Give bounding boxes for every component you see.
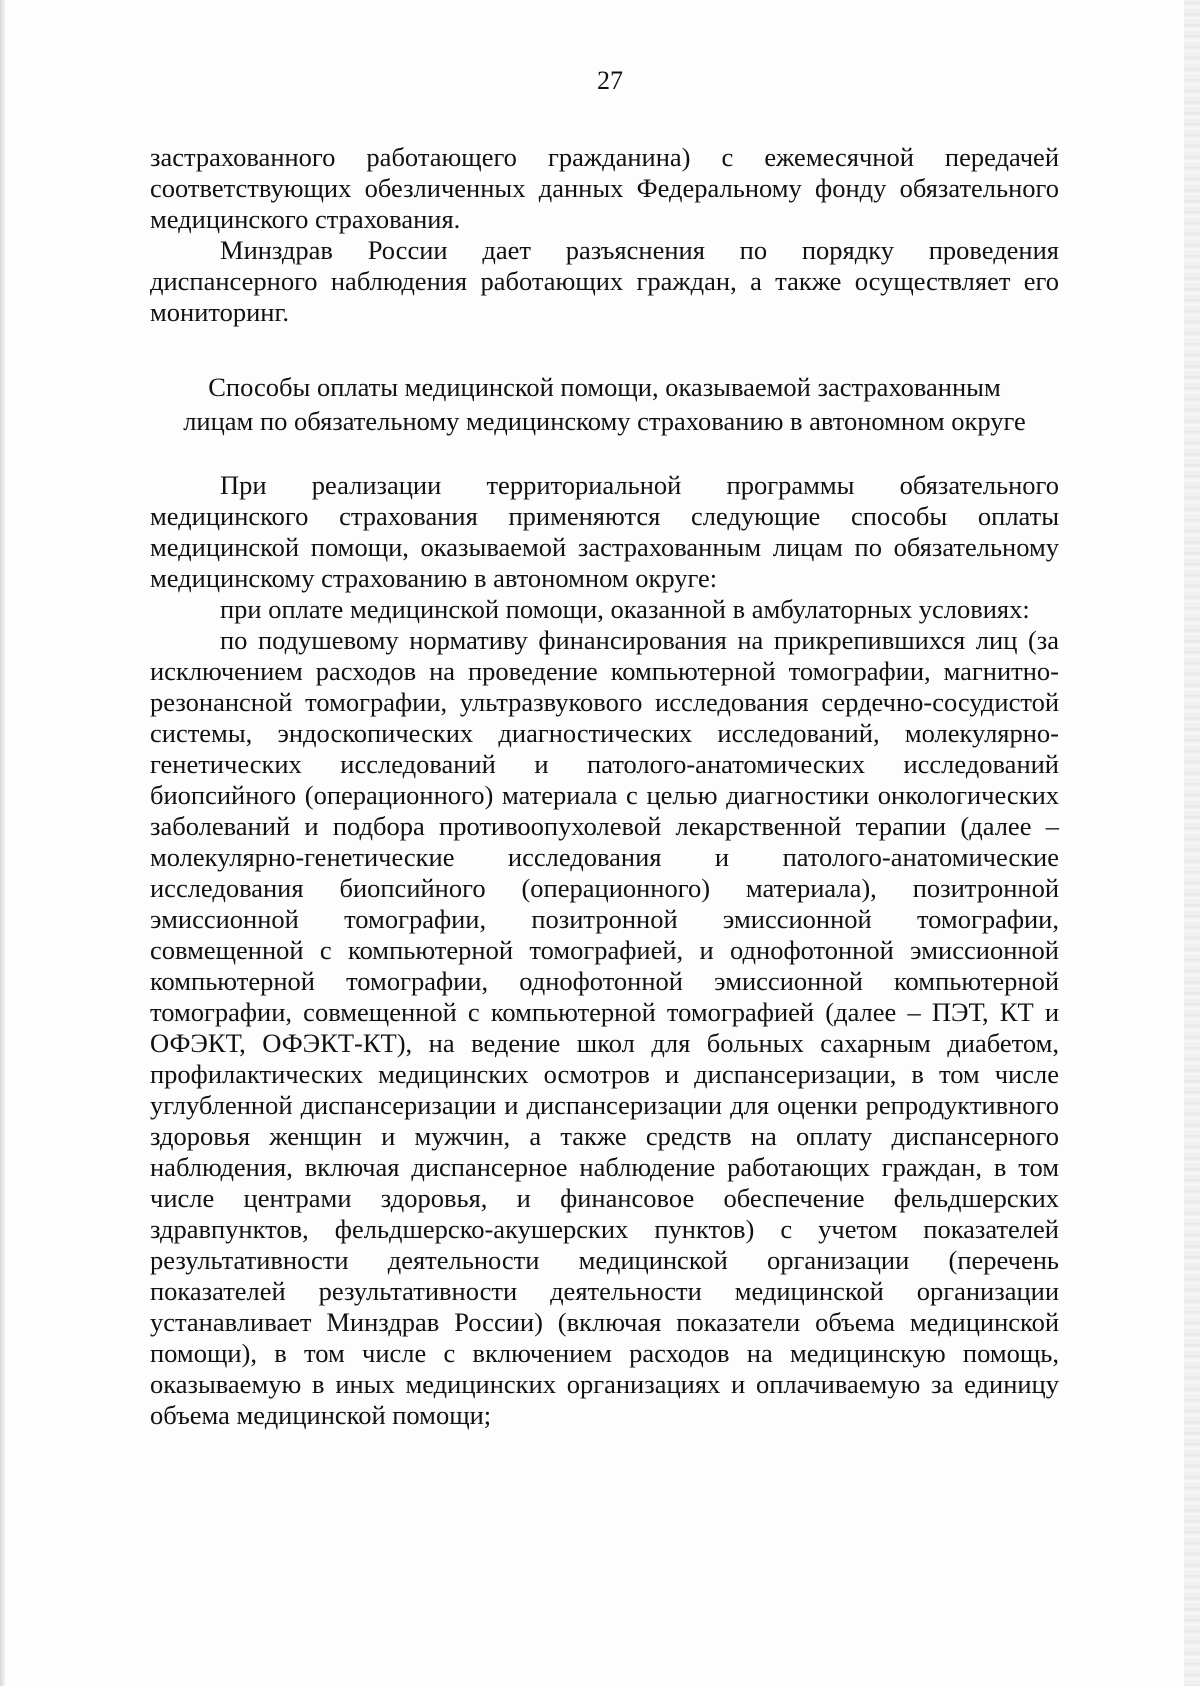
top-text-block xyxy=(150,142,1059,328)
paragraph-minzdrav: Минздрав России дает разъяснения по порядку проведения диспансерного наблюдения работающих граждан, а также осуществляет его мониторинг. xyxy=(150,235,1059,327)
paragraph-payment-methods: При реализации территориальной программы обязательного медицинского страхования применяются следующие способы оплаты медицинской помощи, оказываемой застрахованным лицам по обязательному медицинскому страхованию в автономном округе: xyxy=(150,470,1059,593)
section-heading-line-2: лицам по обязательному медицинскому страхованию в автономном округе xyxy=(183,406,1026,436)
main-text-block xyxy=(150,470,1059,1431)
scan-edge-right xyxy=(1184,0,1200,1686)
page-number: 27 xyxy=(597,66,623,95)
paragraph-continuation: застрахованного работающего гражданина) с ежемесячной передачей соответствующих обезличенных данных Федеральному фонду обязательного медицинского страхования. xyxy=(150,142,1059,234)
section-heading xyxy=(150,370,1059,438)
paragraph-per-capita: по подушевому нормативу финансирования на прикрепившихся лиц (за исключением расходов на проведение компьютерной томографии, магнитно-резонансной томографии, ультразвукового исследования сердечно-сосудистой системы, эндоскопических диагностических исследований, молекулярно-генетических исследований и патолого-анатомических исследований биопсийного (операционного) материала с целью диагностики онкологических заболеваний и подбора противоопухолевой лекарственной терапии (далее – молекулярно-генетические исследования и патолого-анатомические исследования биопсийного (операционного) материала), позитронной эмиссионной томографии, позитронной эмиссионной томографии, совмещенной с компьютерной томографией, и однофотонной эмиссионной компьютерной томографии, однофотонной эмиссионной компьютерной томографии, совмещенной с компьютерной томографией (далее – ПЭТ, КТ и ОФЭКТ, ОФЭКТ-КТ), на ведение школ для больных сахарным диабетом, профилактических медицинских осмотров и диспансеризации, в том числе углубленной диспансеризации и диспансеризации для оценки репродуктивного здоровья женщин и мужчин, а также средств на оплату диспансерного наблюдения, включая диспансерное наблюдение работающих граждан, в том числе центрами здоровья, и финансовое обеспечение фельдшерских здравпунктов, фельдшерско-акушерских пунктов) с учетом показателей результативности деятельности медицинской организации (перечень показателей результативности деятельности медицинской организации устанавливает Минздрав России) (включая показатели объема медицинской помощи), в том числе с включением расходов на медицинскую помощь, оказываемую в иных медицинских организациях и оплачиваемую за единицу объема медицинской помощи; xyxy=(150,625,1059,1430)
section-heading-line-1: Способы оплаты медицинской помощи, оказываемой застрахованным xyxy=(208,372,1001,402)
scan-edge-left xyxy=(0,0,5,1686)
paragraph-outpatient: при оплате медицинской помощи, оказанной в амбулаторных условиях: xyxy=(220,594,1030,624)
